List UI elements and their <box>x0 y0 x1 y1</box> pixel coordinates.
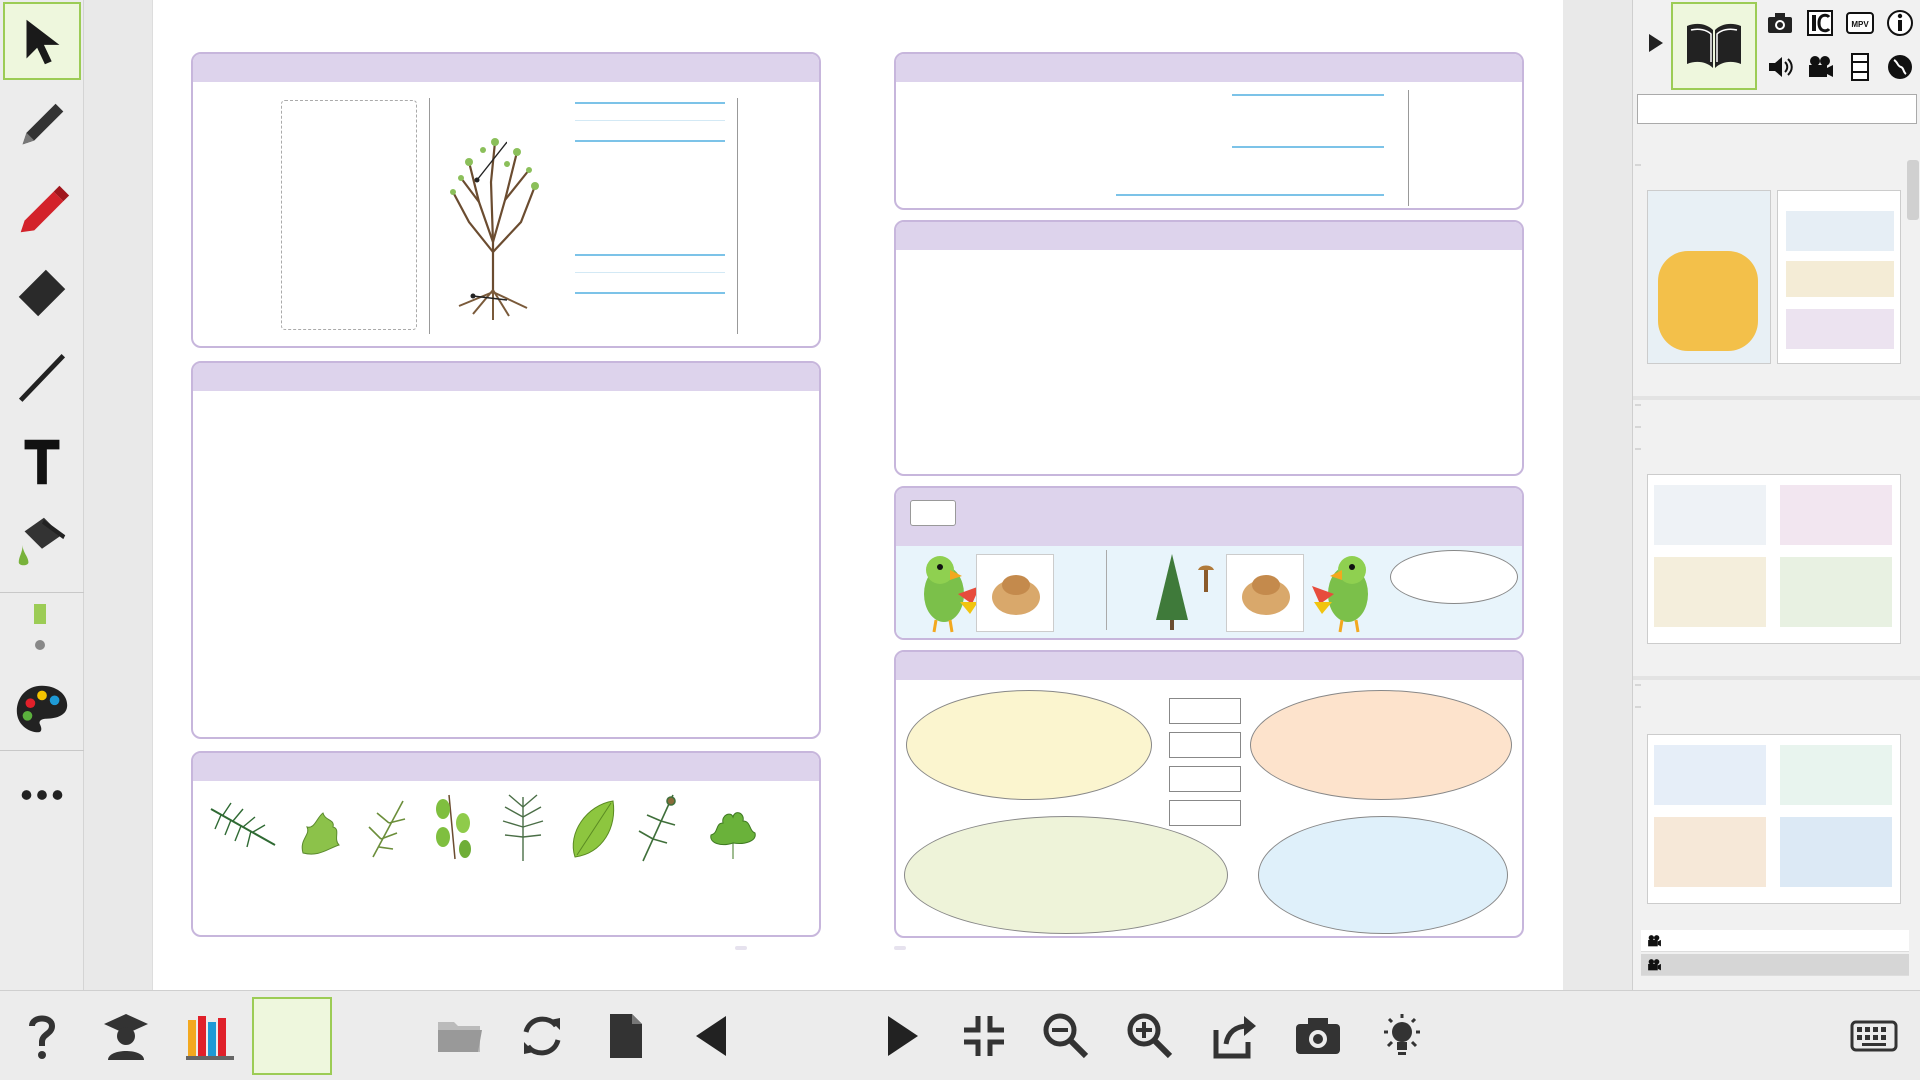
folder-icon <box>434 1010 486 1062</box>
info-filter-button[interactable] <box>1881 4 1919 42</box>
panel-scrollbar[interactable] <box>1907 160 1919 220</box>
hugo-square-2 <box>1226 554 1304 632</box>
hugo-square <box>976 554 1054 632</box>
divider-line <box>737 98 738 334</box>
student-button[interactable] <box>86 997 166 1075</box>
zoom-in-button[interactable] <box>1110 997 1190 1075</box>
maple-leaf-sticker <box>711 813 755 859</box>
books-icon <box>184 1010 236 1062</box>
parrot-right-illustration <box>1308 552 1382 634</box>
textbook-reference <box>735 946 747 950</box>
toolbar-divider <box>0 750 84 751</box>
right-panel <box>1632 0 1920 990</box>
pine-needles-sticker <box>503 795 543 861</box>
larch-sticker <box>369 801 405 857</box>
light-bulb-icon <box>1376 1010 1428 1062</box>
fir-branch-sticker <box>211 803 275 847</box>
uc-textbook-button[interactable] <box>252 997 332 1075</box>
marker-tool-button[interactable] <box>3 170 81 248</box>
page-button[interactable] <box>586 997 666 1075</box>
page-right <box>858 0 1563 990</box>
film-filter-button[interactable] <box>1841 48 1879 86</box>
refresh-button[interactable] <box>502 997 582 1075</box>
audio-filter-button[interactable] <box>1761 48 1799 86</box>
guide-line <box>575 120 725 121</box>
answer-jedle[interactable] <box>1169 698 1241 724</box>
graduate-icon <box>100 1010 152 1062</box>
pointer-icon <box>11 10 73 72</box>
exercise-6-scene <box>896 546 1522 638</box>
textbook-reference <box>894 946 906 950</box>
exercise-3-title <box>193 753 819 781</box>
answer-sipek[interactable] <box>1169 800 1241 826</box>
birch-leaves-sticker <box>436 795 471 859</box>
zoom-in-icon <box>1124 1010 1176 1062</box>
section-skola[interactable] <box>1635 404 1641 406</box>
size-small-indicator[interactable] <box>35 640 45 650</box>
answer-dub[interactable] <box>1169 766 1241 792</box>
write-line[interactable] <box>575 292 725 294</box>
write-line[interactable] <box>575 254 725 256</box>
answer-modrin[interactable] <box>1169 732 1241 758</box>
marker-icon <box>11 178 73 240</box>
eraser-tool-button[interactable] <box>3 254 81 332</box>
section-vyucovani[interactable] <box>1635 684 1641 686</box>
film-strip-icon <box>1845 52 1875 82</box>
speech-bubble <box>1390 550 1518 604</box>
exercise-6-title <box>896 488 1522 546</box>
pencil-tool-button[interactable] <box>3 86 81 164</box>
eraser-icon <box>11 262 73 324</box>
fill-tool-button[interactable] <box>3 502 81 580</box>
page-left <box>153 0 858 990</box>
exercise-5-grid <box>896 250 1522 474</box>
library-button[interactable] <box>170 997 250 1075</box>
section-uvodni-strana[interactable] <box>1635 164 1641 166</box>
write-line[interactable] <box>1232 146 1384 148</box>
text-tool-button[interactable] <box>3 422 81 500</box>
more-icon <box>11 764 73 826</box>
arrow-right-icon <box>876 1010 928 1062</box>
section-nase-skola[interactable] <box>1635 448 1641 450</box>
zoom-out-button[interactable] <box>1026 997 1106 1075</box>
beech-leaf-sticker <box>573 801 613 857</box>
drawing-box[interactable] <box>281 100 417 330</box>
video-camera-icon <box>1645 933 1663 949</box>
previous-page-button[interactable] <box>672 997 752 1075</box>
ps-workbook-button[interactable] <box>336 997 416 1075</box>
open-book-icon <box>1683 20 1745 72</box>
arrow-left-icon <box>686 1010 738 1062</box>
video-camera-icon <box>1805 52 1835 82</box>
guide-line <box>575 272 725 273</box>
document-icon <box>600 1010 652 1062</box>
folder-button[interactable] <box>420 997 500 1075</box>
pointer-lines <box>443 122 507 322</box>
refresh-icon <box>516 1010 568 1062</box>
section-cesta-do-skoly[interactable] <box>1635 706 1641 708</box>
line-tool-button[interactable] <box>3 338 81 416</box>
parrot-left-illustration <box>910 552 980 634</box>
riddle-3 <box>904 816 1228 934</box>
exercise-5 <box>894 220 1524 476</box>
spruce-twig-sticker <box>639 795 675 861</box>
exercise-1-title <box>193 54 819 82</box>
left-toolbar <box>0 0 84 990</box>
next-page-button[interactable] <box>862 997 942 1075</box>
highlight-button[interactable] <box>1362 997 1442 1075</box>
play-arrow-icon <box>1641 28 1671 58</box>
more-tools-button[interactable] <box>3 756 81 834</box>
camera-icon <box>1765 8 1795 38</box>
riddle-2 <box>1250 690 1512 800</box>
video-link-zdravotnicka-sluzba[interactable] <box>1641 954 1909 976</box>
keyboard-button[interactable] <box>1834 997 1914 1075</box>
thumbnail-cover[interactable] <box>1647 190 1771 364</box>
exercise-4 <box>894 52 1524 210</box>
fit-page-button[interactable] <box>944 997 1024 1075</box>
line-icon <box>11 346 73 408</box>
divider-line <box>429 98 430 334</box>
video-link-tisnove-linky[interactable] <box>1641 930 1909 952</box>
exercise-7-title <box>896 652 1522 680</box>
svg-text:MPV: MPV <box>1851 20 1869 29</box>
write-line[interactable] <box>1116 194 1384 196</box>
oak-leaf-sticker <box>302 813 339 854</box>
question-mark-icon <box>16 1010 68 1062</box>
workbook-spread <box>152 0 1562 990</box>
exercise-2 <box>191 361 821 739</box>
mpv-icon <box>1845 8 1875 38</box>
thumbnail-pages-2-3[interactable] <box>1647 474 1901 644</box>
speaker-icon <box>1765 52 1795 82</box>
divider-line <box>1408 90 1409 206</box>
exercise-6 <box>894 486 1524 640</box>
help-button[interactable] <box>2 997 82 1075</box>
hugo-sticker-icon <box>910 500 956 526</box>
ic-filter-button[interactable] <box>1801 4 1839 42</box>
spruce-and-mushroom-illustration <box>1152 550 1222 632</box>
write-line[interactable] <box>575 102 725 104</box>
exercise-2-grid <box>193 391 819 737</box>
write-line[interactable] <box>1232 94 1384 96</box>
pointer-tool-button[interactable] <box>3 2 81 80</box>
collapse-panel-button[interactable] <box>1637 24 1675 62</box>
screenshot-button[interactable] <box>1278 997 1358 1075</box>
pencil-icon <box>11 94 73 156</box>
zoom-out-icon <box>1040 1010 1092 1062</box>
info-icon <box>1885 8 1915 38</box>
sticker-row <box>203 787 803 867</box>
riddle-1 <box>906 690 1152 800</box>
divider-line <box>1106 550 1107 630</box>
riddle-4 <box>1258 816 1508 934</box>
exercise-7 <box>894 650 1524 938</box>
bottom-toolbar <box>0 990 1920 1080</box>
size-large-indicator[interactable] <box>34 604 46 624</box>
write-line[interactable] <box>575 140 725 142</box>
shrink-icon <box>958 1010 1010 1062</box>
thumbnail-page-1[interactable] <box>1777 190 1901 364</box>
globe-icon <box>1885 52 1915 82</box>
camera-filter-button[interactable] <box>1761 4 1799 42</box>
palette-icon <box>11 678 73 740</box>
toolbar-divider <box>0 592 84 593</box>
keyboard-icon <box>1848 1010 1900 1062</box>
exercise-5-title <box>896 222 1522 250</box>
camera-icon <box>1292 1010 1344 1062</box>
thumbnail-pages-4-5[interactable] <box>1647 734 1901 904</box>
text-icon <box>11 430 73 492</box>
ic-icon <box>1805 8 1835 38</box>
share-icon <box>1208 1010 1260 1062</box>
globe-filter-button[interactable] <box>1881 48 1919 86</box>
book-view-button[interactable] <box>1671 2 1757 90</box>
video-camera-icon <box>1645 957 1663 973</box>
search-input[interactable] <box>1637 94 1917 124</box>
section-uvod[interactable] <box>1635 426 1641 428</box>
mpv-filter-button[interactable] <box>1841 4 1879 42</box>
exercise-3 <box>191 751 821 937</box>
exercise-2-title <box>193 363 819 391</box>
palette-button[interactable] <box>3 670 81 748</box>
exercise-4-title <box>896 54 1522 82</box>
video-filter-button[interactable] <box>1801 48 1839 86</box>
exercise-1 <box>191 52 821 348</box>
cover-art <box>1658 251 1758 351</box>
share-button[interactable] <box>1194 997 1274 1075</box>
paint-bucket-icon <box>11 510 73 572</box>
